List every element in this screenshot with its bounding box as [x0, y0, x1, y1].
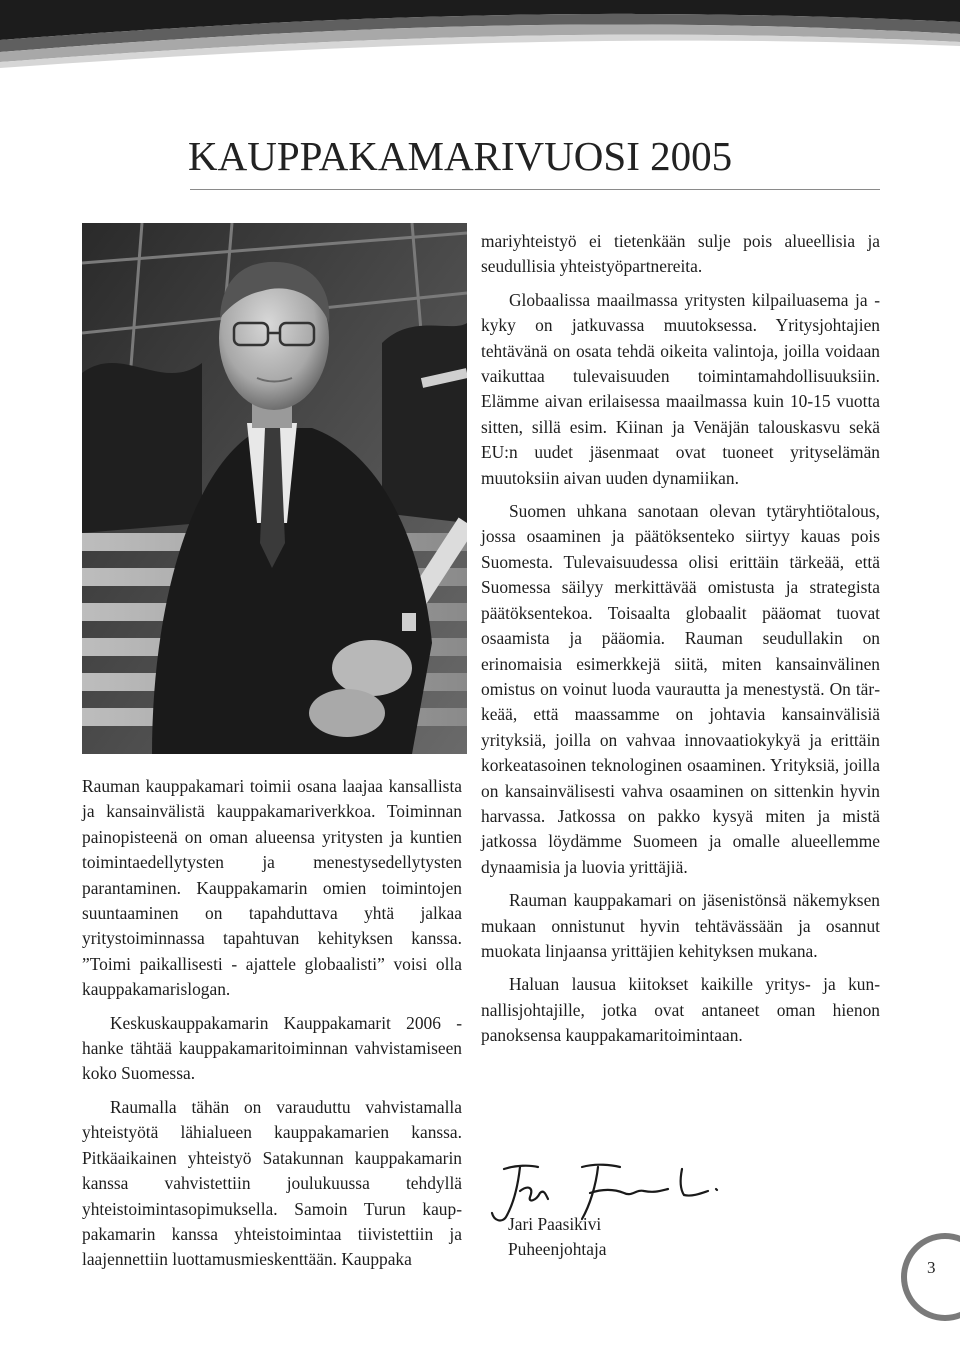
- signer-block: [508, 1212, 607, 1263]
- left-paragraph-2: Keskuskauppakamarin Kauppakamarit 2006 -hanke tähtää kauppakamaritoiminnan vahvistamiseen koko Suomessa.: [82, 1012, 462, 1084]
- right-paragraph-2: Globaalissa maailmassa yritysten kilpailuasema ja -kyky on jatkuvassa muutoksessa. Yritysjohtajien tehtävänä on osata tehdä oikeita valintoja, joilla voidaan vaikuttaa tulevaisuuden toimintamahdollisuuksiin. Elämme aivan erilaisessa maailmassa kuin 10-15 vuotta sitten, sillä esim. Kiinan ja Venäjän talouskasvu sekä EU:n uudet jäsenmaat ovat tuoneet yrityselämän muutoksiin aivan uuden dynamiikan.: [481, 289, 880, 488]
- left-column: [82, 774, 462, 1281]
- signer-name: Jari Paasikivi: [508, 1214, 602, 1234]
- page-number: 3: [927, 1258, 936, 1277]
- left-paragraph-1: Rauman kauppakamari toimii osana laajaa kansallista ja kansainvälistä kauppakamariverkkoa. Toiminnan painopisteenä on oman alueensa yritysten ja kuntien toimintaedellytysten ja menestysedellytysten parantaminen. Kauppakamarin omien toimintojen suuntaaminen on tapahduttava yhtä jalkaa yritystoiminnassa tapahtuvan kehityksen kanssa. ”Toimi paikallisesti - ajattele globaalisti” voisi olla kauppakamarislogan.: [82, 776, 462, 1000]
- portrait-photo: [82, 223, 467, 754]
- header-decoration: [0, 0, 960, 75]
- signer-role: Puheenjohtaja: [508, 1239, 607, 1260]
- left-paragraph-3: Raumalla tähän on varauduttu vahvistamalla yhteistyötä lähialueen kauppakamarien kanssa. Pitkäaikainen yhteistyö Satakunnan kauppakamarin kanssa vahvistettiin joulukuussa tehdyllä yhteistoimintasopimuksella. Samoin Turun kauppakamarin kanssa yhteistoimintaa tiivistettiin ja laajennettiin luottamusmieskenttään. Kauppaka: [82, 1096, 462, 1270]
- right-paragraph-3: Suomen uhkana sanotaan olevan tytäryhtiötalous, jossa osaaminen ja päätöksenteko siirtyy kauas pois Suomesta. Tulevaisuudessa olisi erittäin tärkeää, että Suomessa säilyy merkittävää omistusta ja strategista päätöksentekoa. Toisaalta globaalit pääomat tuovat osaamista ja pääomia. Rauman seudullakin on erinomaisia esimerkkejä siitä, miten kansainvälinen omistus on voinut luoda vaurautta ja menestystä. On tärkeää, että maassamme on johtavia kansainvälisiä yrityksiä, joilla on vahvaa innovaatiokykyä ja erittäin korkeatasoinen teknologinen osaaminen. Yrityksiä, joilla on kansainvälisesti vahva osaaminen on sittenkin hyvin harvassa. Jatkossa on pakko kysyä miten ja mistä jatkossa löydämme Suomeen ja omalle alueellemme dynaamisia ja luovia yrittäjiä.: [481, 501, 880, 877]
- right-paragraph-1: mariyhteistyö ei tietenkään sulje pois alueellisia ja seudullisia yhteistyöpartnereita.: [481, 231, 880, 277]
- right-paragraph-5: Haluan lausua kiitokset kaikille yritys- ja kunnallisjohtajille, jotka ovat antaneet oman hienon panoksensa kauppakamaritoimintaan.: [481, 974, 880, 1046]
- right-column: [481, 229, 880, 1057]
- right-paragraph-4: Rauman kauppakamari on jäsenistönsä näkemyksen mukaan onnistunut hyvin tehtävässään ja osannut muokata linjaansa yrittäjien kehityksen mukana.: [481, 890, 880, 961]
- page-title: KAUPPAKAMARIVUOSI 2005: [188, 133, 733, 179]
- title-rule: [190, 189, 880, 190]
